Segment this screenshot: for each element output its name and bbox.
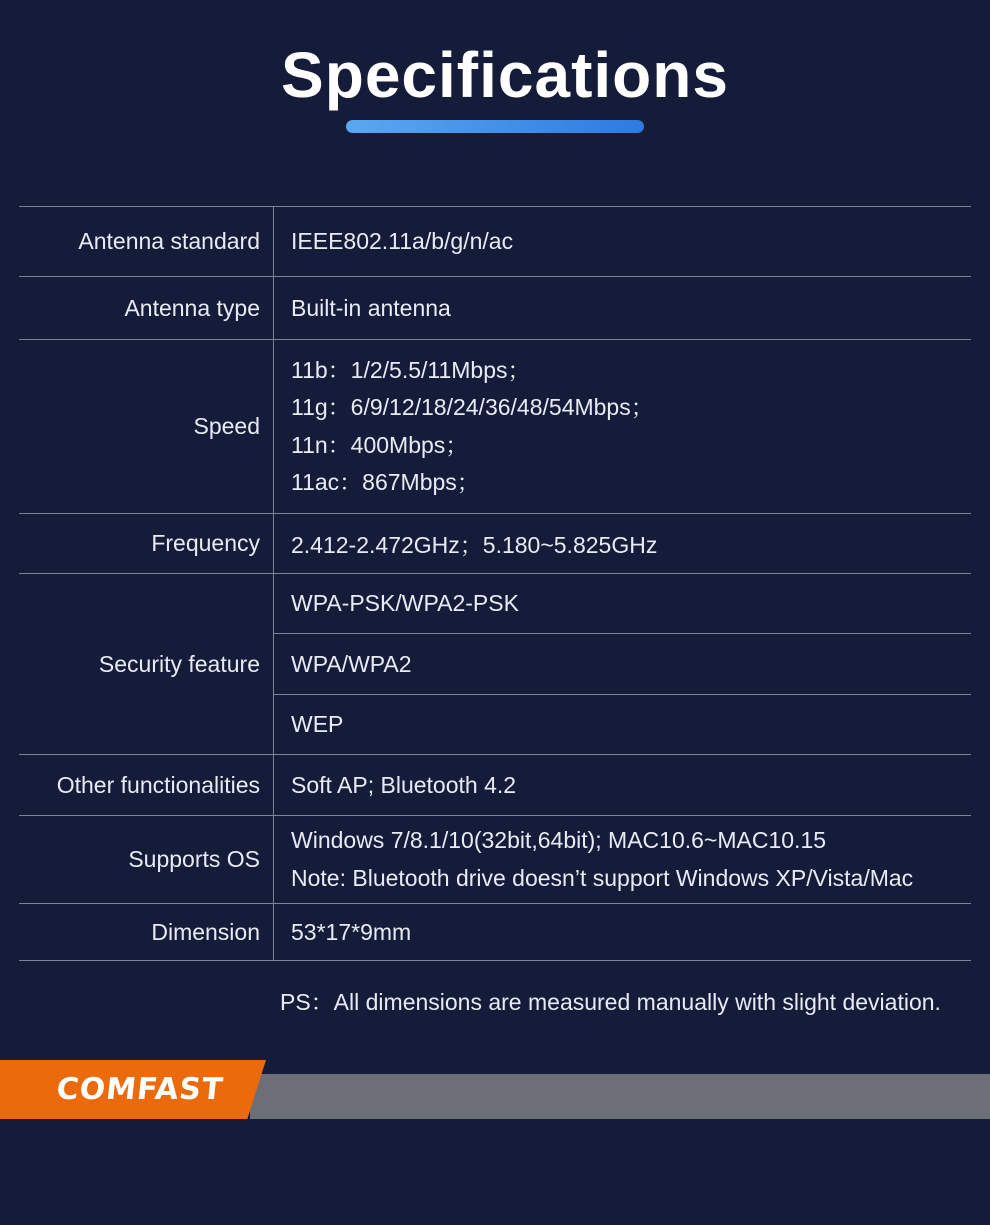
row-label-dimension: Dimension: [19, 904, 274, 961]
os-note-line: Note: Bluetooth drive doesn’t support Windows XP/Vista/Mac: [291, 864, 914, 891]
table-row: [19, 904, 971, 961]
row-value-frequency: 2.412-2.472GHz；5.180~5.825GHz: [274, 514, 972, 574]
speed-11b: 11b：1/2/5.5/11Mbps；: [291, 356, 531, 383]
row-value-antenna-standard: IEEE802.11a/b/g/n/ac: [274, 207, 972, 277]
row-label-antenna-standard: Antenna standard: [19, 207, 274, 277]
row-value-speed: [274, 340, 972, 514]
ps-note: PS：All dimensions are measured manually with slight deviation.: [280, 989, 941, 1015]
row-label-speed: Speed: [19, 340, 274, 514]
brand-name: COMFAST: [54, 1072, 226, 1107]
os-support-line: Windows 7/8.1/10(32bit,64bit); MAC10.6~MAC10.15: [291, 827, 827, 853]
brand-gray-bar: [250, 1074, 990, 1119]
row-label-frequency: Frequency: [19, 514, 274, 574]
security-value-2: WPA/WPA2: [274, 634, 972, 695]
row-label-antenna-type: Antenna type: [19, 277, 274, 340]
speed-11ac: 11ac：867Mbps；: [291, 469, 480, 495]
row-value-other-functionalities: Soft AP; Bluetooth 4.2: [274, 755, 972, 816]
table-row: [19, 514, 971, 574]
page-title: Specifications: [281, 39, 729, 111]
row-value-antenna-type: Built-in antenna: [274, 277, 972, 340]
title-underline: [346, 120, 644, 133]
row-value-supports-os: [274, 816, 972, 904]
table-row: [19, 277, 971, 340]
row-label-other-functionalities: Other functionalities: [19, 755, 274, 816]
row-label-supports-os: Supports OS: [19, 816, 274, 904]
speed-11n: 11n：400Mbps；: [291, 431, 469, 458]
spec-table: [19, 206, 971, 961]
table-row: [19, 574, 971, 634]
table-row: [19, 340, 971, 514]
table-row: [19, 755, 971, 816]
table-row: [19, 816, 971, 904]
speed-11g: 11g：6/9/12/18/24/36/48/54Mbps；: [291, 394, 654, 420]
security-value-1: WPA-PSK/WPA2-PSK: [274, 574, 972, 634]
security-value-3: WEP: [274, 695, 972, 755]
table-row: [19, 207, 971, 277]
row-value-dimension: 53*17*9mm: [274, 904, 972, 961]
row-label-security-feature: Security feature: [19, 574, 274, 755]
